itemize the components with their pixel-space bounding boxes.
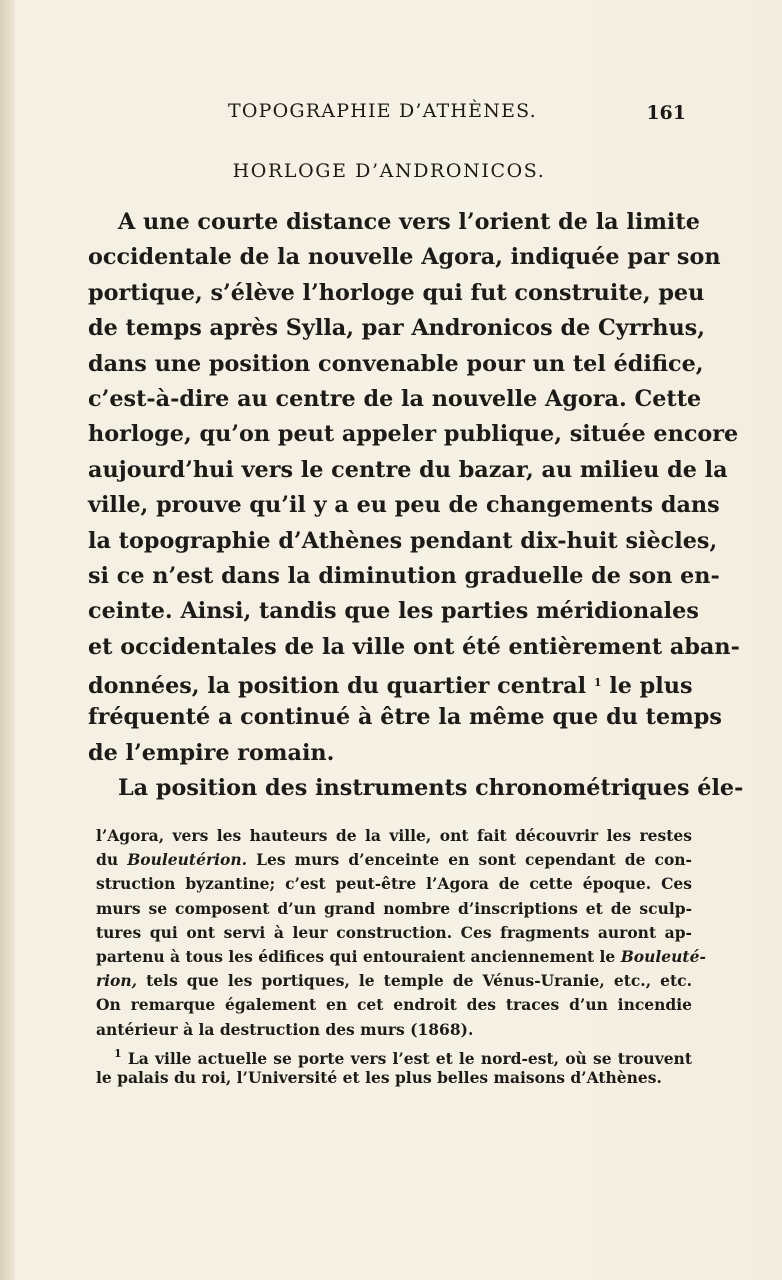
running-head <box>228 100 686 130</box>
footnote-line: tures qui ont servi à leur construction. Ces fragments auront ap- <box>96 922 692 942</box>
footnotes <box>96 824 706 1090</box>
body-line: horloge, qu’on peut appeler publique, située encore <box>88 421 739 448</box>
body-text <box>88 205 744 807</box>
body-line: fréquenté a continué à être la même que du temps <box>88 704 722 731</box>
body-line: La position des instruments chronométriques éle- <box>118 775 744 802</box>
running-title: TOPOGRAPHIE D’ATHÈNES. <box>228 100 537 122</box>
body-line: de l’empire romain. <box>88 739 335 766</box>
body-line: c’est-à-dire au centre de la nouvelle Agora. Cette <box>88 385 702 412</box>
footnote-line: du Bouleutérion. Les murs d’enceinte en sont cependant de con- <box>96 850 692 870</box>
footnote-line: struction byzantine; c’est peut-être l’Agora de cette époque. Ces <box>96 874 692 894</box>
body-line: de temps après Sylla, par Andronicos de Cyrrhus, <box>88 315 705 342</box>
body-line: ville, prouve qu’il y a eu peu de changements dans <box>88 492 720 519</box>
body-line: dans une position convenable pour un tel édifice, <box>88 350 704 377</box>
footnote-reference: 1 <box>593 676 602 690</box>
footnote-1-line: le palais du roi, l’Université et les plus belles maisons d’Athènes. <box>96 1067 662 1087</box>
italic-term: rion, <box>96 971 138 991</box>
body-line-with-note-ref: données, la position du quartier central $^1$ le plus <box>88 673 693 700</box>
body-line: aujourd’hui vers le centre du bazar, au milieu de la <box>88 456 728 483</box>
italic-term: Bouleuté- <box>620 946 706 966</box>
italic-term: Bouleutérion. <box>127 850 248 870</box>
body-line: ceinte. Ainsi, tandis que les parties méridionales <box>88 598 699 625</box>
footnote-line: l’Agora, vers les hauteurs de la ville, ont fait découvrir les restes <box>96 826 692 845</box>
page-number: 161 <box>646 102 686 124</box>
footnote-line: antérieur à la destruction des murs (1868). <box>96 1019 474 1039</box>
footnote-1-line: $^1$ La ville actuelle se porte vers l’est et le nord-est, où se trouvent <box>114 1046 692 1068</box>
footnote-line: rion, tels que les portiques, le temple de Vénus-Uranie, etc., etc. <box>96 971 693 991</box>
body-line: A une courte distance vers l’orient de la limite <box>118 209 700 235</box>
section-heading: HORLOGE D’ANDRONICOS. <box>232 160 546 182</box>
footnote-line: partenu à tous les édifices qui entouraient anciennement le Bouleuté- <box>96 946 706 966</box>
body-line: et occidentales de la ville ont été entièrement aban- <box>88 633 740 660</box>
footnote-line: murs se composent d’un grand nombre d’inscriptions et de sculp- <box>96 898 692 918</box>
body-line: portique, s’élève l’horloge qui fut construite, peu <box>88 279 705 306</box>
body-line: la topographie d’Athènes pendant dix-huit siècles, <box>88 527 718 554</box>
body-line: occidentale de la nouvelle Agora, indiquée par son <box>88 244 721 271</box>
page-gutter <box>0 0 14 1280</box>
footnote-line: On remarque également en cet endroit des traces d’un incendie <box>96 995 692 1015</box>
footnote-marker: 1 <box>114 1046 122 1060</box>
body-line: si ce n’est dans la diminution graduelle de son en- <box>88 562 720 589</box>
